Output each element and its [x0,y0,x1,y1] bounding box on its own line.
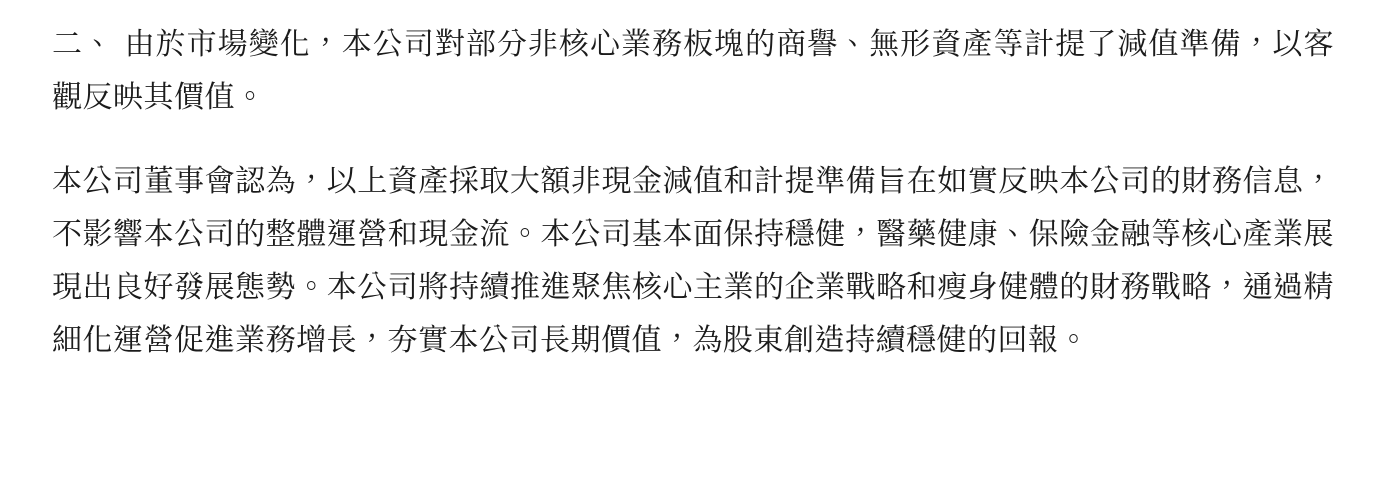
paragraph-board-opinion: 本公司董事會認為，以上資產採取大額非現金減值和計提準備旨在如實反映本公司的財務信息，不影響本公司的整體運營和現金流。本公司基本面保持穩健，醫藥健康、保險金融等核心產業展現出良好發展態勢。本公司將持續推進聚焦核心主業的企業戰略和瘦身健體的財務戰略，通過精細化運營促進業務增長，夯實本公司長期價值，為股東創造持續穩健的回報。 [52,164,1334,358]
paragraph-clause-two: 二、 由於市場變化，本公司對部分非核心業務板塊的商譽、無形資產等計提了減值準備，以客觀反映其價值。 [52,27,1334,115]
